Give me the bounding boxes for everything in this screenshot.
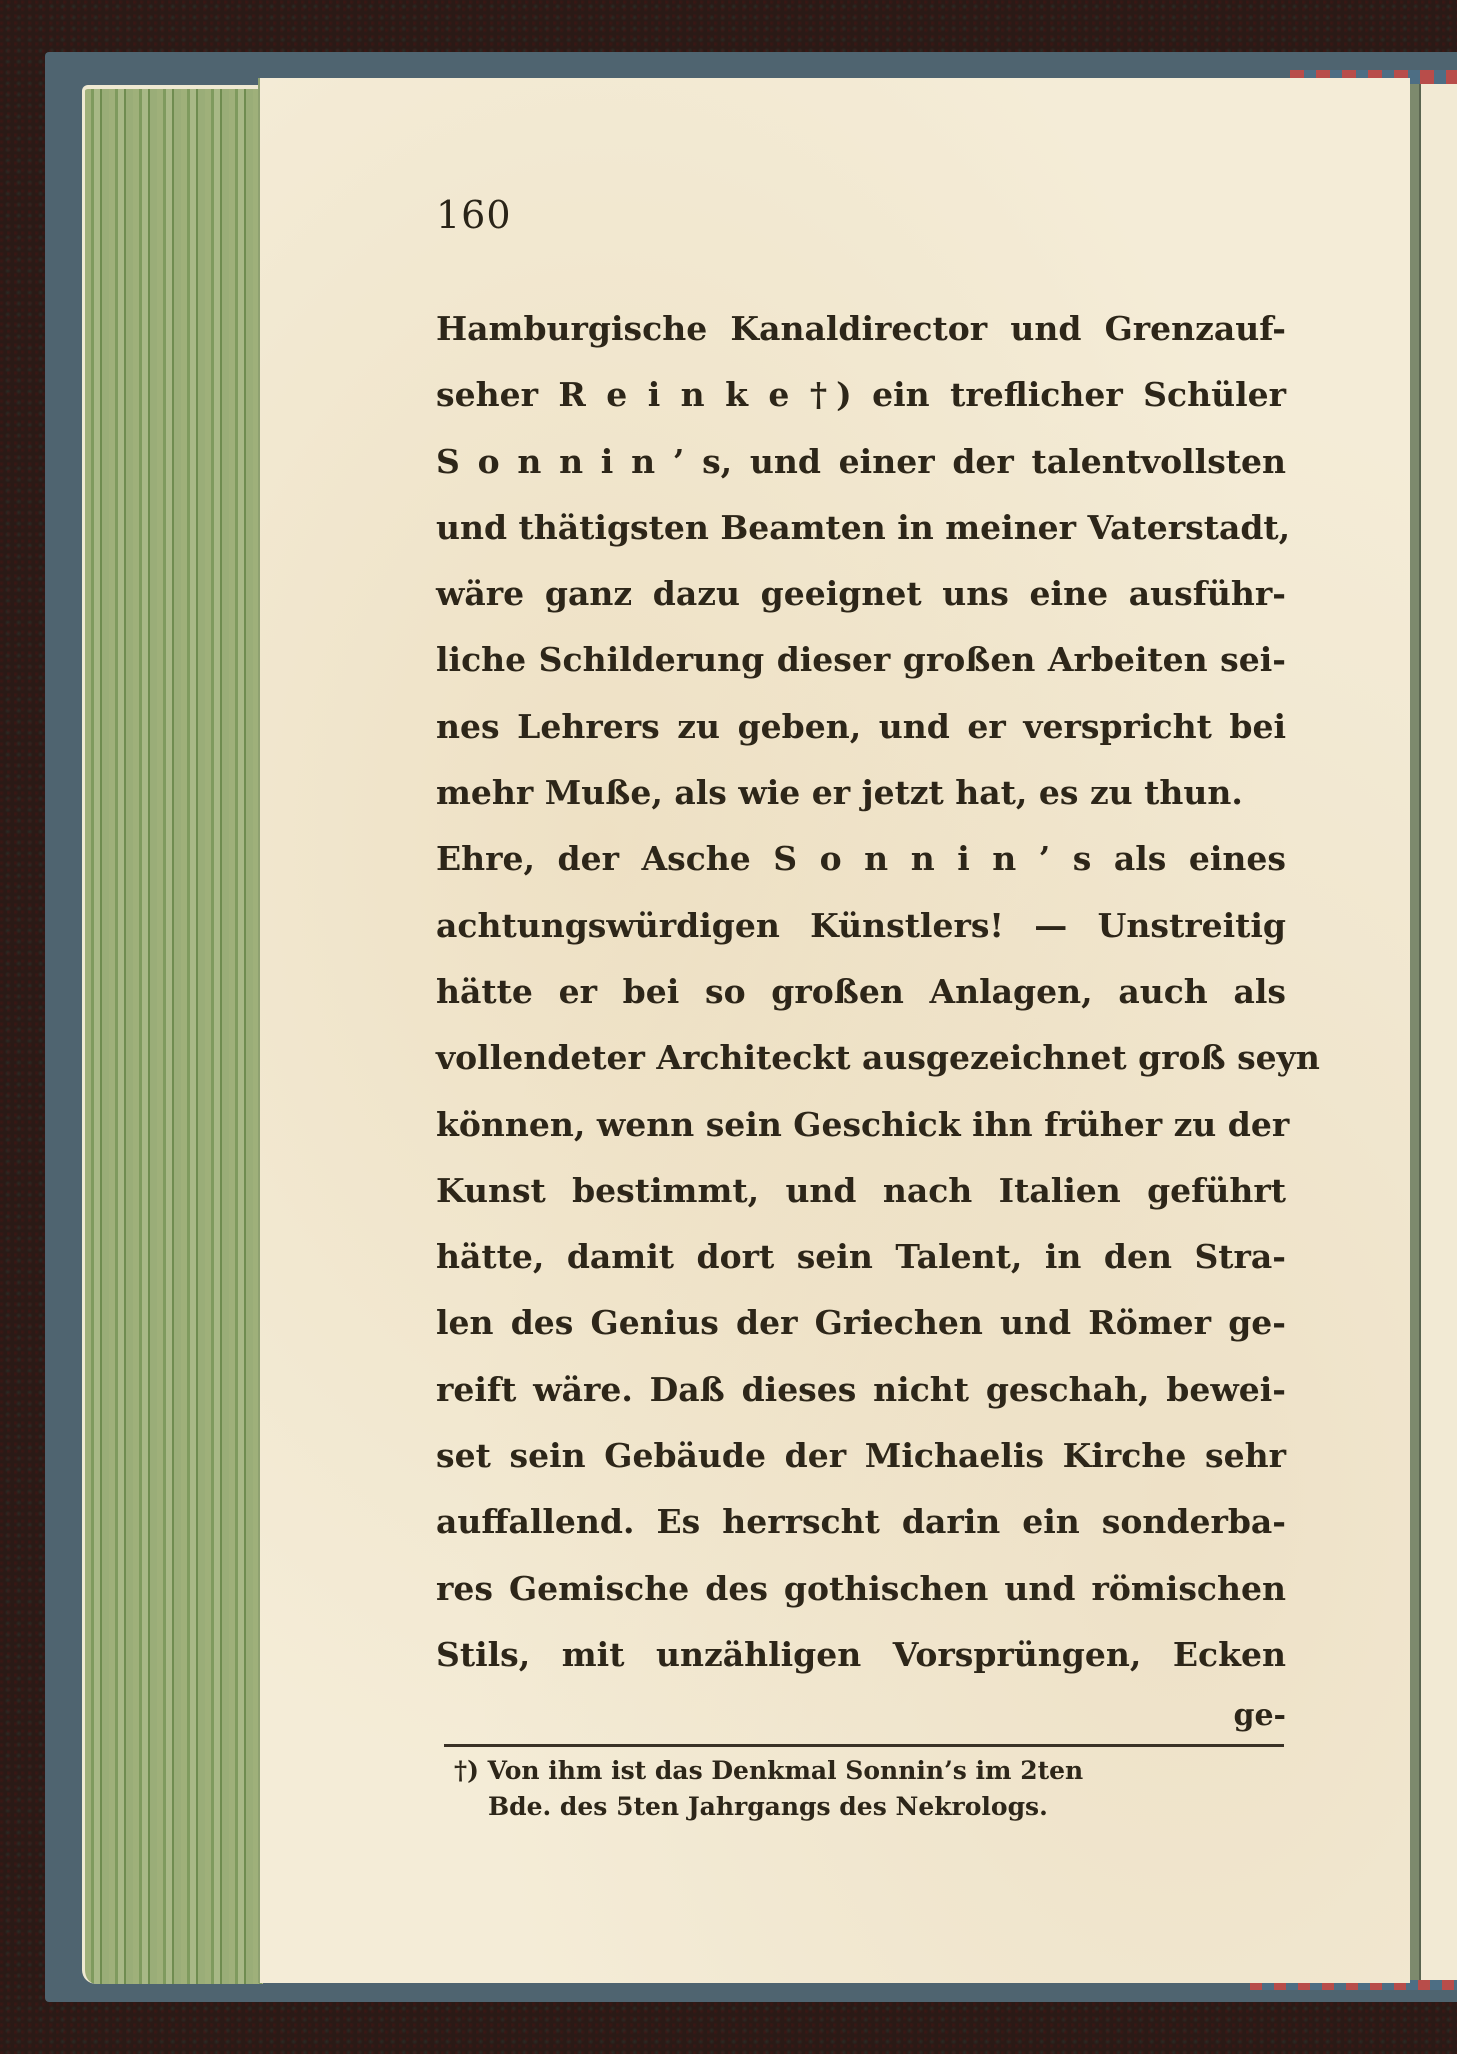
footnote-line: †) Von ihm ist das Denkmal Sonnin’s im 2ten	[454, 1756, 1084, 1786]
text-line: mehr Muße, als wie er jetzt hat, es zu thun.	[436, 773, 1243, 813]
text-line: auffallend. Es herrscht darin ein sonderba-	[436, 1502, 1286, 1542]
text-line: res Gemische des gothischen und römischen	[436, 1568, 1286, 1608]
footnote-divider	[444, 1744, 1284, 1747]
text-line: Ehre, der Asche S o n n i n ’ s als eines	[436, 839, 1286, 879]
text-line: Kunst bestimmt, und nach Italien geführt	[436, 1170, 1286, 1210]
text-line: vollendeter Architeckt ausgezeichnet groß seyn	[436, 1038, 1320, 1078]
text-line: achtungswürdigen Künstlers! — Unstreitig	[436, 905, 1286, 945]
text-line: reift wäre. Daß dieses nicht geschah, bewei-	[436, 1369, 1286, 1409]
text-line: wäre ganz dazu geeignet uns eine ausführ-	[436, 574, 1286, 614]
text-line: set sein Gebäude der Michaelis Kirche sehr	[436, 1436, 1286, 1476]
text-line: hätte, damit dort sein Talent, in den Stra-	[436, 1237, 1286, 1277]
text-line: len des Genius der Griechen und Römer ge-	[436, 1303, 1286, 1343]
text-line: S o n n i n ’ s, und einer der talentvollsten	[436, 441, 1286, 481]
text-line: können, wenn sein Geschick ihn früher zu der	[436, 1104, 1290, 1144]
text-line: seher R e i n k e †) ein treflicher Schüler	[436, 375, 1286, 415]
page-number: 160	[436, 193, 512, 237]
footnote-line: Bde. des 5ten Jahrgangs des Nekrologs.	[488, 1792, 1048, 1822]
text-line: liche Schilderung dieser großen Arbeiten sei-	[436, 640, 1286, 680]
text-line: nes Lehrers zu geben, und er verspricht bei	[436, 706, 1286, 746]
text-line: Stils, mit unzähligen Vorsprüngen, Ecken	[436, 1634, 1286, 1674]
text-line: und thätigsten Beamten in meiner Vaterstadt,	[436, 507, 1291, 547]
text-line: Hamburgische Kanaldirector und Grenzauf-	[436, 309, 1286, 348]
page-text-block	[436, 190, 1320, 1825]
facing-page-edge	[1421, 84, 1457, 1980]
text-line: hätte er bei so großen Anlagen, auch als	[436, 971, 1286, 1011]
catchword: ge-	[1233, 1698, 1286, 1734]
page-edges	[82, 85, 263, 1984]
